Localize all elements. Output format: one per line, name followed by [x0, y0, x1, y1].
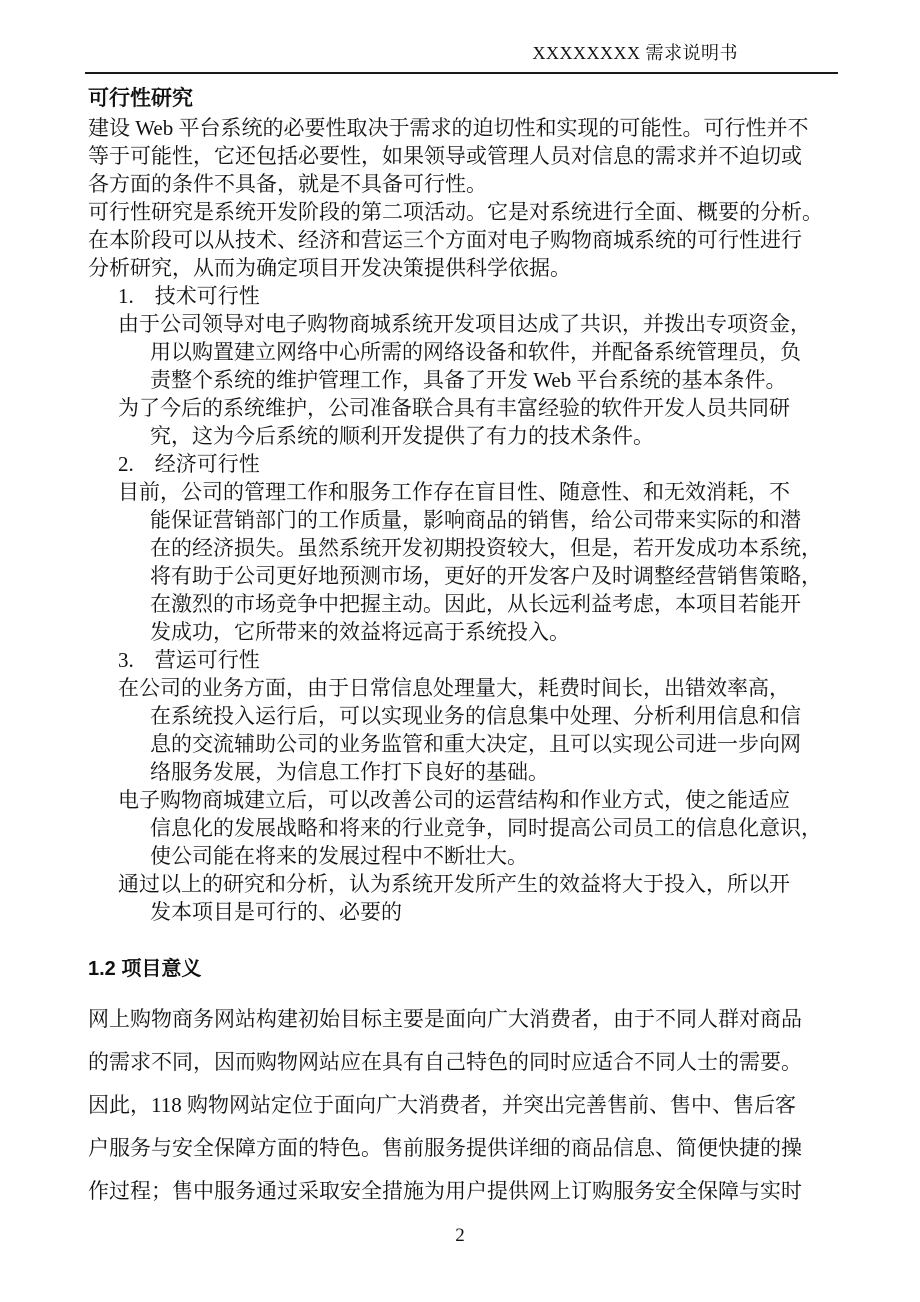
- paragraph: [88, 870, 838, 926]
- list-item-heading: [88, 450, 838, 478]
- text-line: 在公司的业务方面，由于日常信息处理量大，耗费时间长，出错效率高，: [118, 676, 790, 700]
- paragraph: [88, 674, 838, 786]
- text-line: 电子购物商城建立后，可以改善公司的运营结构和作业方式，使之能适应: [118, 788, 790, 812]
- text-line: 作过程；售中服务通过采取安全措施为用户提供网上订购服务安全保障与实时: [88, 1179, 802, 1203]
- text-line: 发成功，它所带来的效益将远高于系统投入。: [150, 620, 570, 644]
- text-line: 息的交流辅助公司的业务监管和重大决定，且可以实现公司进一步向网: [150, 732, 801, 756]
- document-content: [88, 84, 838, 1213]
- text-line: 各方面的条件不具备，就是不具备可行性。: [88, 172, 487, 196]
- paragraph: [88, 478, 838, 646]
- text-line: 网上购物商务网站构建初始目标主要是面向广大消费者，由于不同人群对商品: [88, 1007, 802, 1031]
- text-line: 在系统投入运行后，可以实现业务的信息集中处理、分析利用信息和信: [150, 704, 801, 728]
- text-line: 户服务与安全保障方面的特色。售前服务提供详细的商品信息、简便快捷的操: [88, 1136, 802, 1160]
- project-significance-body: [88, 998, 838, 1213]
- section-heading-1-2: 1.2 项目意义: [88, 958, 202, 980]
- text-line: 的需求不同，因而购物网站应在具有自己特色的同时应适合不同人士的需要。: [88, 1050, 802, 1074]
- header-title: XXXXXXXX 需求说明书: [532, 43, 738, 63]
- text-line: 因此，118 购物网站定位于面向广大消费者，并突出完善售前、售中、售后客: [88, 1093, 796, 1117]
- text-line: 2. 经济可行性: [118, 452, 260, 476]
- list-item-heading: [88, 646, 838, 674]
- text-line: 络服务发展，为信息工作打下良好的基础。: [150, 760, 549, 784]
- text-line: 目前，公司的管理工作和服务工作存在盲目性、随意性、和无效消耗，不: [118, 480, 790, 504]
- text-line: 用以购置建立网络中心所需的网络设备和软件，并配备系统管理员，负: [150, 340, 801, 364]
- text-line: 为了今后的系统维护，公司准备联合具有丰富经验的软件开发人员共同研: [118, 396, 790, 420]
- page-header: [85, 40, 838, 74]
- text-line: 3. 营运可行性: [118, 648, 260, 672]
- text-line: 将有助于公司更好地预测市场，更好的开发客户及时调整经营销售策略，: [150, 564, 822, 588]
- text-line: 究，这为今后系统的顺利开发提供了有力的技术条件。: [150, 424, 654, 448]
- text-line: 1. 技术可行性: [118, 284, 260, 308]
- section-title: 可行性研究: [88, 87, 193, 110]
- feasibility-blocks: [88, 114, 838, 926]
- text-line: 可行性研究是系统开发阶段的第二项活动。它是对系统进行全面、概要的分析。: [88, 200, 823, 224]
- paragraph: [88, 786, 838, 870]
- text-line: 发本项目是可行的、必要的: [150, 900, 402, 924]
- paragraph: [88, 114, 838, 198]
- text-line: 能保证营销部门的工作质量，影响商品的销售，给公司带来实际的和潜: [150, 508, 801, 532]
- list-item-heading: [88, 282, 838, 310]
- text-line: 在本阶段可以从技术、经济和营运三个方面对电子购物商城系统的可行性进行: [88, 228, 802, 252]
- paragraph: [88, 310, 838, 394]
- text-line: 责整个系统的维护管理工作，具备了开发 Web 平台系统的基本条件。: [150, 368, 787, 392]
- text-line: 通过以上的研究和分析，认为系统开发所产生的效益将大于投入，所以开: [118, 872, 790, 896]
- page-number: 2: [455, 1225, 465, 1246]
- text-line: 建设 Web 平台系统的必要性取决于需求的迫切性和实现的可能性。可行性并不: [88, 116, 809, 140]
- text-line: 在的经济损失。虽然系统开发初期投资较大，但是，若开发成功本系统，: [150, 536, 822, 560]
- text-line: 信息化的发展战略和将来的行业竞争，同时提高公司员工的信息化意识，: [150, 816, 822, 840]
- text-line: 由于公司领导对电子购物商城系统开发项目达成了共识，并拨出专项资金，: [118, 312, 811, 336]
- text-line: 等于可能性，它还包括必要性，如果领导或管理人员对信息的需求并不迫切或: [88, 144, 802, 168]
- text-line: 使公司能在将来的发展过程中不断壮大。: [150, 844, 528, 868]
- text-line: 分析研究，从而为确定项目开发决策提供科学依据。: [88, 256, 571, 280]
- paragraph: [88, 394, 838, 450]
- text-line: 在激烈的市场竞争中把握主动。因此，从长远利益考虑，本项目若能开: [150, 592, 801, 616]
- paragraph: [88, 198, 838, 282]
